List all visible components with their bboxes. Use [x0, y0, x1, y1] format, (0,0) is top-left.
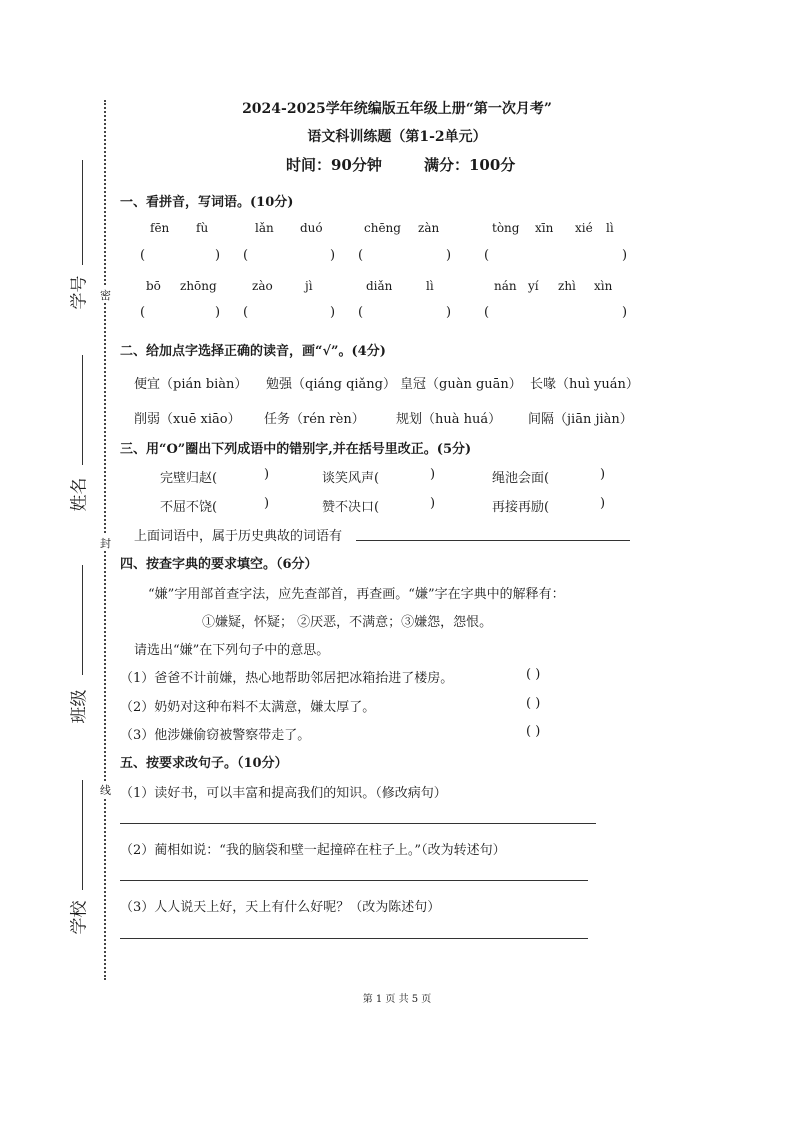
seal-xian: 线	[100, 784, 111, 797]
label-xuehao: 学号	[69, 275, 90, 310]
paren-close: )	[446, 248, 452, 263]
paren-open: (	[243, 248, 249, 263]
reading-options: （xuē xiāo）	[160, 412, 241, 427]
sentence-item: （1）爸爸不计前嫌，热心地帮助邻居把冰箱抬进了楼房。	[120, 671, 454, 686]
reading-word: 间隔	[528, 412, 555, 427]
label-xingming: 姓名	[69, 477, 90, 512]
reading-word: 规划	[396, 412, 423, 427]
paren-close: )	[215, 248, 221, 263]
idiom-close: )	[264, 467, 270, 482]
reading-options: （huà huá）	[422, 412, 502, 427]
paren-open: (	[140, 248, 146, 263]
section2-heading: 二、给加点字选择正确的读音，画“√”。(4分)	[120, 344, 386, 359]
pinyin: zàn	[418, 221, 440, 235]
pinyin: yí	[528, 279, 539, 293]
pinyin: chēng	[364, 221, 401, 235]
section3-question: 上面词语中，属于历史典故的词语有	[134, 529, 343, 544]
reading-word: 削弱	[134, 412, 161, 427]
pinyin: zào	[252, 279, 273, 293]
pinyin: fēn	[150, 221, 170, 235]
rewrite-item: （1）读好书，可以丰富和提高我们的知识。（修改病句）	[120, 786, 447, 801]
reading-item	[134, 408, 241, 427]
pinyin: xié	[575, 221, 593, 235]
pinyin: lì	[606, 221, 614, 235]
idiom-close: )	[264, 496, 270, 511]
pinyin: xìn	[594, 279, 613, 293]
section3-heading: 三、用“O”圈出下列成语中的错别字,并在括号里改正。(5分)	[120, 442, 472, 457]
pinyin: duó	[300, 221, 323, 235]
rewrite-item: （2）蔺相如说：“我的脑袋和壁一起撞碎在柱子上。”（改为转述句）	[120, 843, 506, 858]
xuehao-line	[82, 160, 83, 265]
paren-close: )	[330, 248, 336, 263]
paren-open: (	[358, 305, 364, 320]
reading-options: （qiáng qiǎng）	[292, 377, 396, 392]
rewrite-item: （3）人人说天上好，天上有什么好呢？（改为陈述句）	[120, 900, 441, 915]
answer-line[interactable]	[120, 938, 588, 939]
section1-heading: 一、看拼音，写词语。(10分)	[120, 195, 294, 210]
reading-item	[530, 373, 639, 392]
section4-heading: 四、按查字典的要求填空。（6分）	[120, 557, 318, 572]
reading-options: （pián biàn）	[160, 377, 248, 392]
pinyin: bō	[146, 279, 161, 293]
section4-intro: “嫌”字用部首查字法，应先查部首，再查画。“嫌”字在字典中的解释有：	[148, 587, 565, 602]
paren-open: (	[484, 248, 490, 263]
reading-word: 任务	[264, 412, 291, 427]
section4-prompt: 请选出“嫌”在下列句子中的意思。	[134, 643, 330, 658]
answer-paren: ( )	[526, 724, 541, 739]
sentence-item: （2）奶奶对这种布料不太满意，嫌太厚了。	[120, 700, 376, 715]
reading-item	[528, 408, 633, 427]
pinyin: lǎn	[255, 221, 274, 235]
reading-item	[264, 408, 365, 427]
pinyin: xīn	[535, 221, 554, 235]
answer-line[interactable]	[356, 540, 630, 541]
reading-item	[266, 373, 396, 392]
paren-open: (	[484, 305, 490, 320]
idiom-item: 再接再励(	[492, 500, 550, 515]
reading-options: （jiān jiàn）	[554, 412, 633, 427]
idiom-item: 绳池会面(	[492, 471, 550, 486]
paren-close: )	[330, 305, 336, 320]
reading-item	[400, 373, 522, 392]
answer-line[interactable]	[120, 880, 588, 881]
pinyin: tòng	[492, 221, 520, 235]
paren-close: )	[215, 305, 221, 320]
reading-word: 长喙	[530, 377, 557, 392]
reading-word: 皇冠	[400, 377, 427, 392]
paren-close: )	[446, 305, 452, 320]
paren-open: (	[358, 248, 364, 263]
score-label: 满分：100分	[424, 156, 516, 174]
idiom-close: )	[430, 467, 436, 482]
pinyin: jì	[305, 279, 313, 293]
answer-line[interactable]	[120, 823, 596, 824]
paren-open: (	[243, 305, 249, 320]
sentence-item: （3）他涉嫌偷窃被警察带走了。	[120, 728, 311, 743]
title-line2: 语文科训练题（第1-2单元）	[307, 129, 487, 145]
pinyin: diǎn	[366, 279, 393, 293]
paren-open: (	[140, 305, 146, 320]
reading-options: （huì yuán）	[556, 377, 639, 392]
pinyin: zhì	[558, 279, 576, 293]
idiom-close: )	[600, 467, 606, 482]
seal-feng: 封	[100, 537, 111, 550]
page-number: 第 1 页 共 5 页	[362, 994, 432, 1005]
reading-item	[396, 408, 501, 427]
reading-word: 便宜	[134, 377, 161, 392]
section4-meanings: ①嫌疑，怀疑； ②厌恶，不满意；③嫌怨，怨恨。	[202, 615, 493, 630]
idiom-close: )	[600, 496, 606, 511]
pinyin: nán	[494, 279, 517, 293]
reading-item	[134, 373, 247, 392]
xingming-line	[82, 355, 83, 465]
answer-paren: ( )	[526, 696, 541, 711]
banji-line	[82, 565, 83, 675]
idiom-item: 赞不决口(	[322, 500, 380, 515]
reading-word: 勉强	[266, 377, 293, 392]
seal-mi: 密	[100, 289, 111, 302]
reading-options: （rén rèn）	[290, 412, 365, 427]
xuexiao-line	[82, 780, 83, 890]
paren-close: )	[622, 248, 628, 263]
idiom-item: 不屈不饶(	[160, 500, 218, 515]
idiom-close: )	[430, 496, 436, 511]
title-line1: 2024-2025学年统编版五年级上册“第一次月考”	[242, 101, 552, 117]
pinyin: lì	[426, 279, 434, 293]
paren-close: )	[622, 305, 628, 320]
idiom-item: 谈笑风声(	[322, 471, 380, 486]
pinyin: fù	[196, 221, 209, 235]
label-xuexiao: 学校	[69, 900, 90, 935]
answer-paren: ( )	[526, 667, 541, 682]
time-label: 时间：90分钟	[286, 156, 382, 174]
reading-options: （guàn guān）	[426, 377, 522, 392]
idiom-item: 完壁归赵(	[160, 471, 218, 486]
pinyin: zhōng	[180, 279, 217, 293]
section5-heading: 五、按要求改句子。（10分）	[120, 756, 288, 771]
label-banji: 班级	[69, 689, 90, 724]
